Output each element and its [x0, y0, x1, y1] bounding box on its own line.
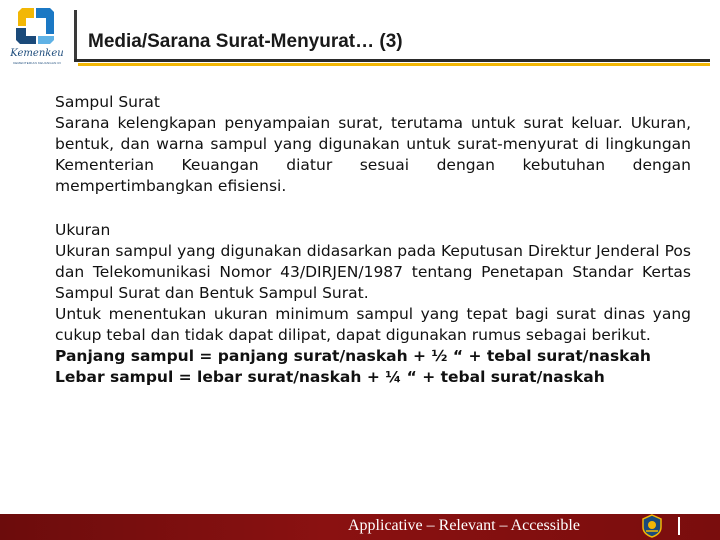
- section-heading-sampul-surat: Sampul Surat: [55, 93, 160, 111]
- slide-content: [55, 92, 691, 388]
- section-text-ukuran-2: Untuk menentukan ukuran minimum sampul yang tepat bagi surat dinas yang cukup tebal dan tidak dapat dilipat, dapat digunakan rumus sebagai berikut.: [55, 305, 691, 344]
- header-vertical-divider: [74, 10, 77, 62]
- logo-caption: Kemenkeu: [10, 48, 64, 59]
- formula-lebar-sampul: Lebar sampul = lebar surat/naskah + ¼ “ + tebal surat/naskah: [55, 368, 605, 386]
- logo-subcaption: KEMENTERIAN KEUANGAN RI: [13, 61, 61, 65]
- header-rule-gold: [78, 63, 710, 66]
- formula-panjang-sampul: Panjang sampul = panjang surat/naskah + ½ “ + tebal surat/naskah: [55, 347, 651, 365]
- footer-tagline: Applicative – Relevant – Accessible: [348, 517, 580, 534]
- section-gap: [55, 197, 691, 220]
- section-heading-ukuran: Ukuran: [55, 221, 111, 239]
- section-text-ukuran: Ukuran sampul yang digunakan didasarkan pada Keputusan Direktur Jenderal Pos dan Telekomunikasi Nomor 43/DIRJEN/1987 tentang Penetapan Standar Kertas Sampul Surat dan Bentuk Sampul Surat.: [55, 242, 691, 302]
- ministry-emblem-icon: [639, 513, 665, 539]
- section-text-sampul-surat: Sarana kelengkapan penyampaian surat, terutama untuk surat keluar. Ukuran, bentuk, dan warna sampul yang digunakan untuk surat-menyurat di lingkungan Kementerian Keuangan diatur sesuai dengan kebutuhan dengan mempertimbangkan efisiensi.: [55, 114, 691, 195]
- page-title: Media/Sarana Surat-Menyurat… (3): [88, 31, 403, 52]
- footer-divider: [678, 517, 680, 535]
- header-rule-dark: [74, 59, 710, 62]
